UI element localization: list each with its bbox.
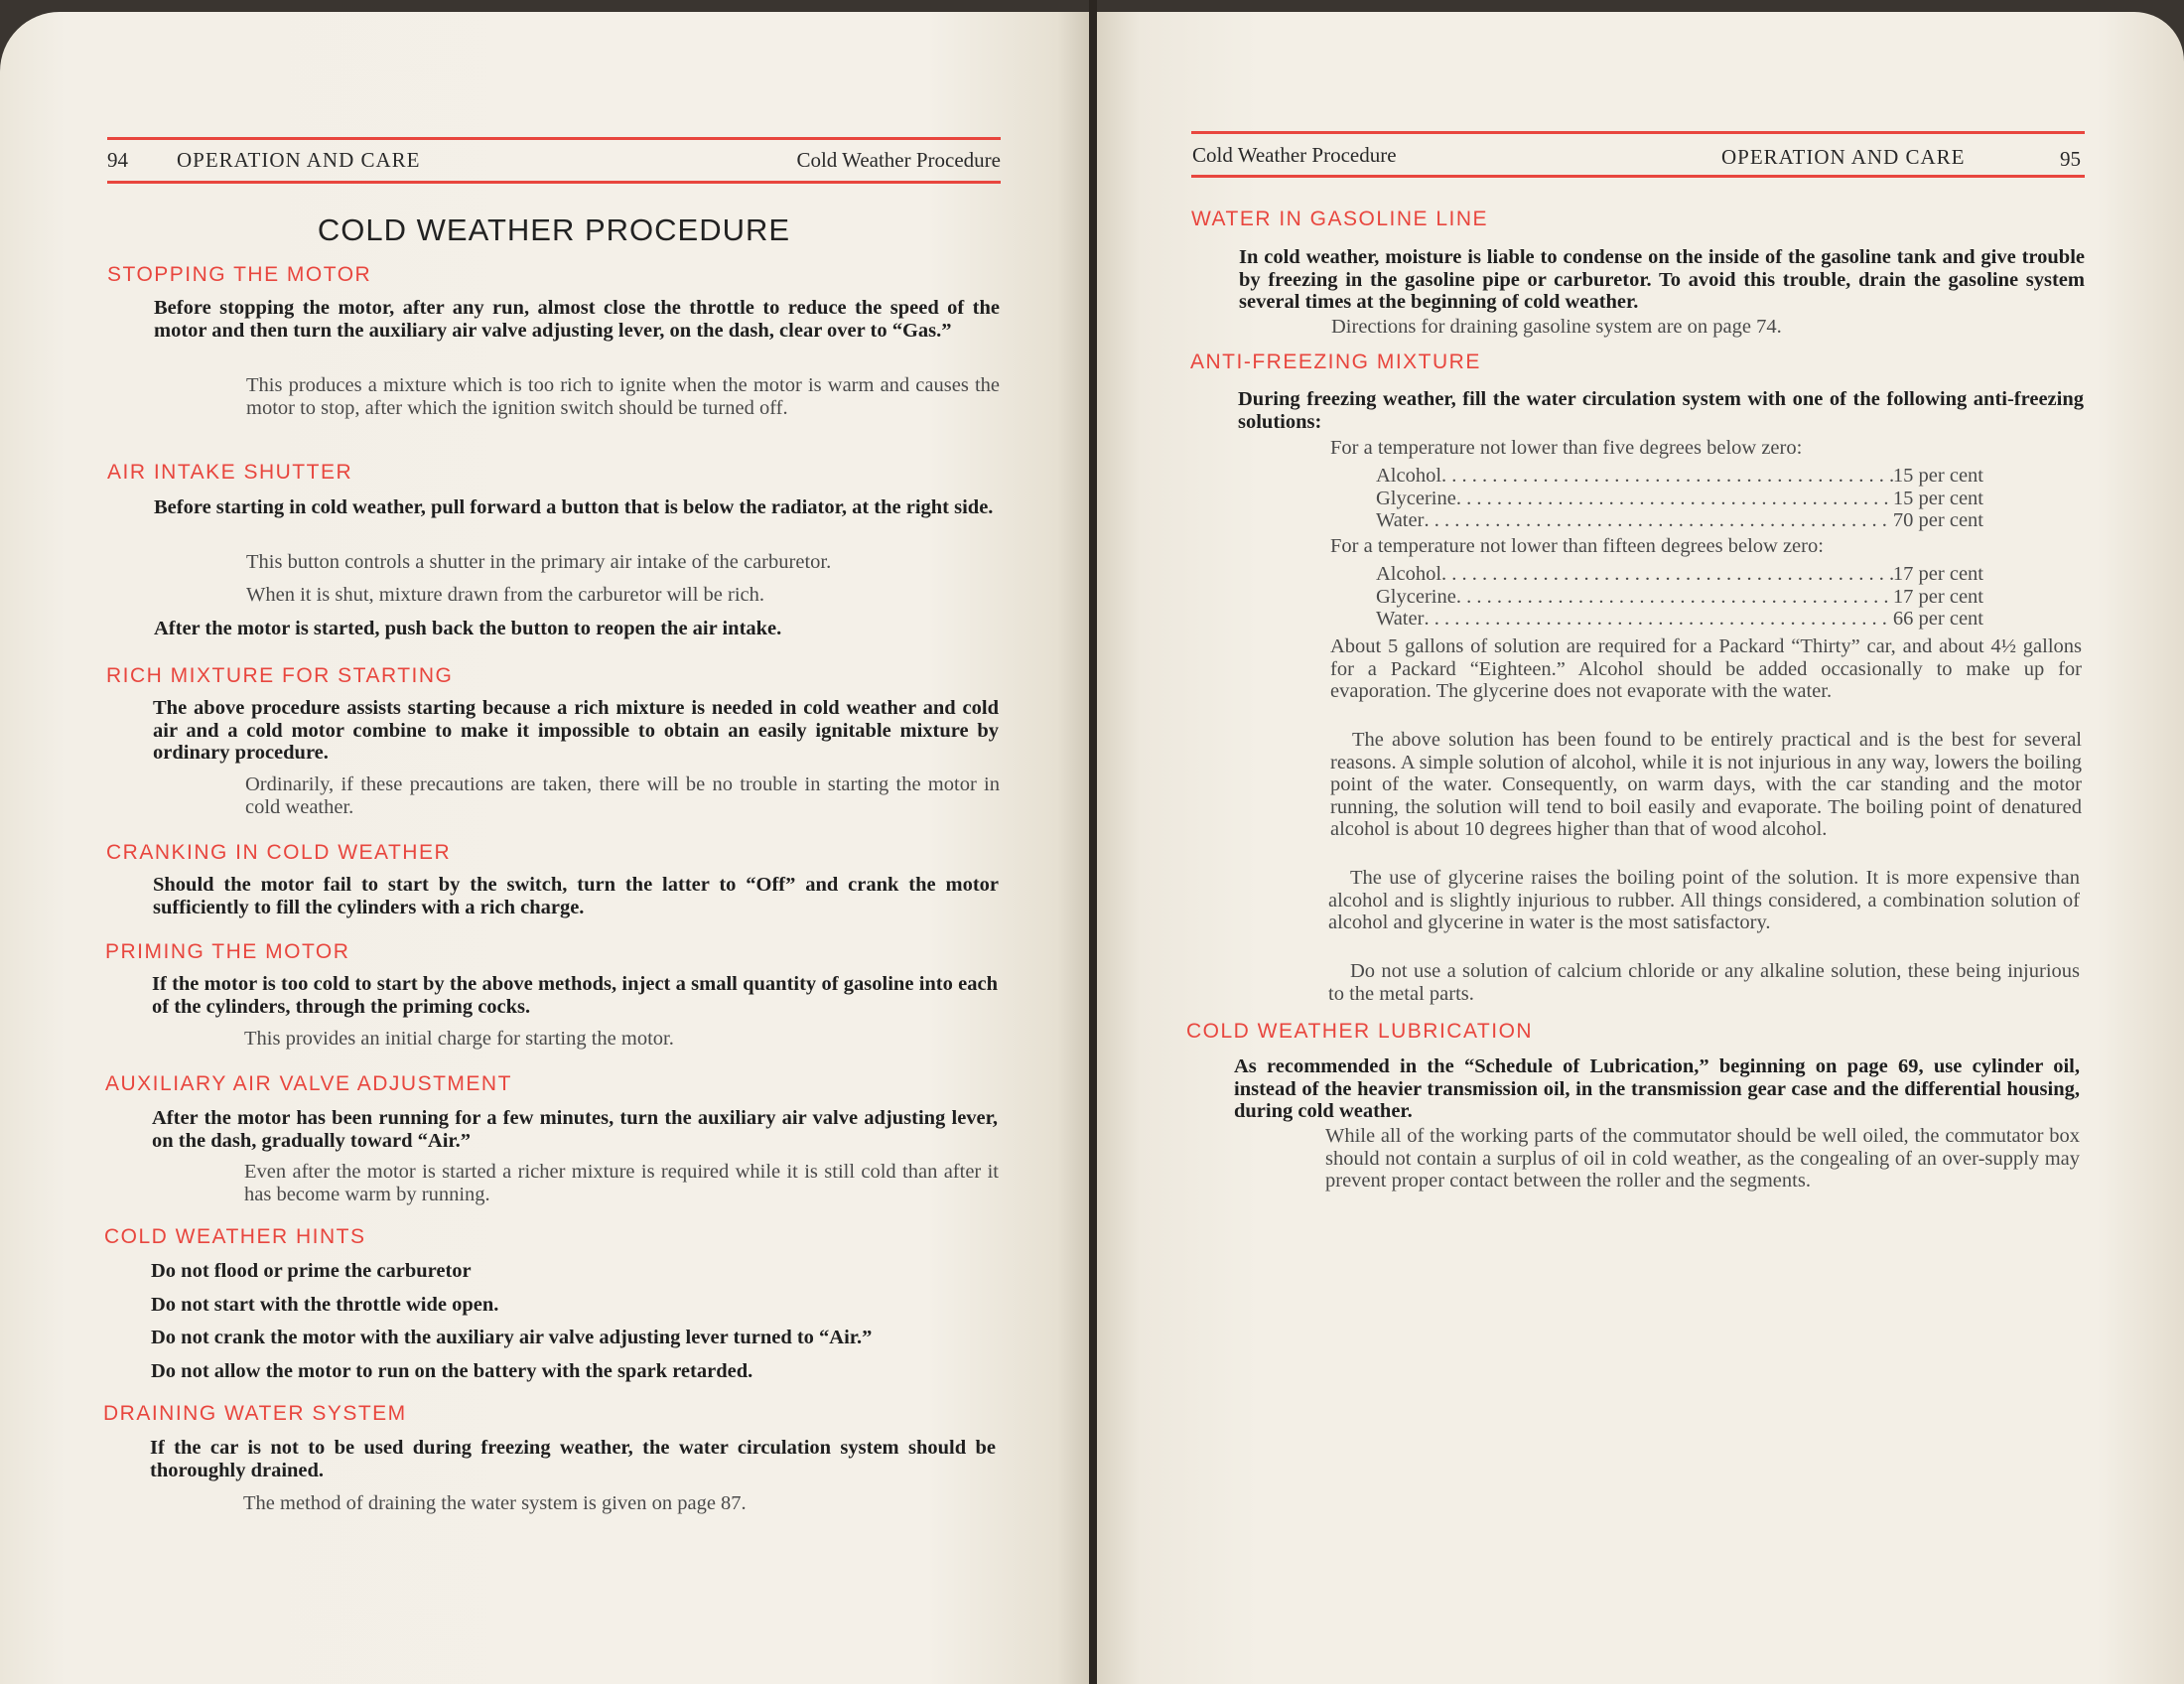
section-heading: COLD WEATHER HINTS — [104, 1225, 366, 1248]
mixture-row — [1376, 488, 1983, 510]
note-paragraph: When it is shut, mixture drawn from the carburetor will be rich. — [246, 584, 765, 606]
book-gutter — [1089, 0, 1097, 1684]
mixture-row — [1376, 563, 1983, 586]
section-heading: ANTI-FREEZING MIXTURE — [1190, 351, 1481, 373]
paragraph: Before starting in cold weather, pull forward a button that is below the radiator, at the right side. — [154, 496, 994, 518]
paragraph: Should the motor fail to start by the switch, turn the latter to “Off” and crank the motor sufficiently to fill the cylinders with a rich charge. — [153, 874, 999, 918]
section-heading: PRIMING THE MOTOR — [105, 940, 350, 963]
paragraph: After the motor is started, push back the button to reopen the air intake. — [154, 618, 782, 639]
section-title: Cold Weather Procedure — [796, 148, 1001, 172]
paragraph: The above procedure assists starting because a rich mixture is needed in cold weather and cold air and a cold motor combine to make it impossible to obtain an easily ignitable mixture by ordinary procedure. — [153, 697, 999, 764]
paragraph: During freezing weather, fill the water circulation system with one of the following anti-freezing solutions: — [1238, 388, 2084, 433]
mixture-row — [1376, 608, 1983, 631]
ingredient: Alcohol — [1376, 465, 1442, 487]
paragraph: After the motor has been running for a few minutes, turn the auxiliary air valve adjusting lever, on the dash, gradually toward “Air.” — [152, 1107, 998, 1152]
section-heading: COLD WEATHER LUBRICATION — [1186, 1020, 1534, 1043]
section-title: Cold Weather Procedure — [1192, 143, 1397, 167]
paragraph: Before stopping the motor, after any run, almost close the throttle to reduce the speed of the motor and then turn the auxiliary air valve adjusting lever, on the dash, clear over to “Gas.” — [154, 297, 1000, 342]
section-heading: DRAINING WATER SYSTEM — [103, 1402, 407, 1425]
running-title: OPERATION AND CARE — [1721, 145, 1966, 169]
mixture-label: For a temperature not lower than fifteen degrees below zero: — [1330, 535, 1824, 557]
section-heading: WATER IN GASOLINE LINE — [1191, 208, 1489, 230]
mixture-row — [1376, 586, 1983, 609]
ingredient: Glycerine — [1376, 487, 1456, 509]
percentage: 15 per cent — [1892, 487, 1983, 509]
hint-item: Do not allow the motor to run on the battery with the spark retarded. — [151, 1360, 753, 1382]
percentage: 66 per cent — [1892, 608, 1983, 630]
hint-item: Do not start with the throttle wide open. — [151, 1294, 499, 1316]
ingredient: Alcohol — [1376, 563, 1442, 585]
mixture-table-2 — [1376, 563, 1983, 631]
paragraph: As recommended in the “Schedule of Lubrication,” beginning on page 69, use cylinder oil, instead of the heavier transmission oil, in the transmission gear case and the differential housing, during cold weather. — [1234, 1055, 2080, 1122]
ingredient: Glycerine — [1376, 585, 1456, 608]
paragraph: The use of glycerine raises the boiling point of the solution. It is more expensive than alcohol and is slightly injurious to rubber. All things considered, a combination solution of alcohol and glycerine in water is the most satisfactory. — [1328, 867, 2080, 933]
percentage: 17 per cent — [1892, 563, 1983, 585]
mixture-table-1 — [1376, 465, 1983, 532]
paragraph: If the car is not to be used during freezing weather, the water circulation system should be thoroughly drained. — [150, 1437, 996, 1481]
page-number: 94 — [107, 148, 128, 172]
mixture-row — [1376, 465, 1983, 488]
section-heading: AUXILIARY AIR VALVE ADJUSTMENT — [105, 1072, 512, 1095]
header-rule-bottom — [1191, 175, 2085, 178]
note-paragraph: Directions for draining gasoline system are on page 74. — [1331, 316, 1782, 338]
header-rule-top — [1191, 131, 2085, 134]
paragraph: If the motor is too cold to start by the above methods, inject a small quantity of gasoline into each of the cylinders, through the priming cocks. — [152, 973, 998, 1018]
paragraph: The above solution has been found to be entirely practical and is the best for several reasons. A simple solution of alcohol, while it is not injurious in any way, lowers the boiling point of the water. Consequently, on warm days, with the car standing and the motor running, the solution will tend to boil easily and evaporate. The boiling point of denatured alcohol is about 10 degrees higher than that of wood alcohol. — [1330, 729, 2082, 840]
note-paragraph: While all of the working parts of the commutator should be well oiled, the commutator box should not contain a surplus of oil in cold weather, as the congealing of an over-supply may prevent proper contact between the roller and the segments. — [1325, 1125, 2080, 1192]
note-paragraph: This button controls a shutter in the primary air intake of the carburetor. — [246, 551, 832, 573]
percentage: 15 per cent — [1892, 465, 1983, 487]
section-heading: AIR INTAKE SHUTTER — [107, 461, 353, 484]
mixture-label: For a temperature not lower than five degrees below zero: — [1330, 437, 1803, 459]
paragraph: About 5 gallons of solution are required for a Packard “Thirty” car, and about 4½ gallons for a Packard “Eighteen.” Alcohol should be added occasionally to make up for evaporation. The glycerine does not evaporate with the water. — [1330, 635, 2082, 702]
note-paragraph: The method of draining the water system is given on page 87. — [243, 1492, 747, 1514]
note-paragraph: This produces a mixture which is too rich to ignite when the motor is warm and causes the motor to stop, after which the ignition switch should be turned off. — [246, 374, 1000, 419]
note-paragraph: Ordinarily, if these precautions are taken, there will be no trouble in starting the motor in cold weather. — [245, 773, 1000, 818]
percentage: 70 per cent — [1892, 509, 1983, 531]
hint-item: Do not flood or prime the carburetor — [151, 1260, 472, 1282]
ingredient: Water — [1376, 509, 1425, 531]
paragraph: In cold weather, moisture is liable to condense on the inside of the gasoline tank and give trouble by freezing in the gasoline pipe or carburetor. To avoid this trouble, drain the gasoline system several times at the beginning of cold weather. — [1239, 246, 2085, 313]
page-number: 95 — [2060, 147, 2081, 171]
section-heading: STOPPING THE MOTOR — [107, 263, 372, 286]
section-heading: CRANKING IN COLD WEATHER — [106, 841, 452, 864]
note-paragraph: Even after the motor is started a richer mixture is required while it is still cold than after it has become warm by running. — [244, 1161, 999, 1205]
ingredient: Water — [1376, 608, 1425, 630]
percentage: 17 per cent — [1892, 585, 1983, 608]
header-rule-bottom — [107, 181, 1001, 184]
hint-item: Do not crank the motor with the auxiliary air valve adjusting lever turned to “Air.” — [151, 1327, 873, 1348]
running-title: OPERATION AND CARE — [177, 148, 421, 172]
page-title: COLD WEATHER PROCEDURE — [317, 212, 791, 247]
note-paragraph: This provides an initial charge for starting the motor. — [244, 1028, 674, 1050]
header-rule-top — [107, 137, 1001, 140]
section-heading: RICH MIXTURE FOR STARTING — [106, 664, 454, 687]
mixture-row — [1376, 509, 1983, 532]
paragraph: Do not use a solution of calcium chloride or any alkaline solution, these being injurious to the metal parts. — [1328, 960, 2080, 1005]
